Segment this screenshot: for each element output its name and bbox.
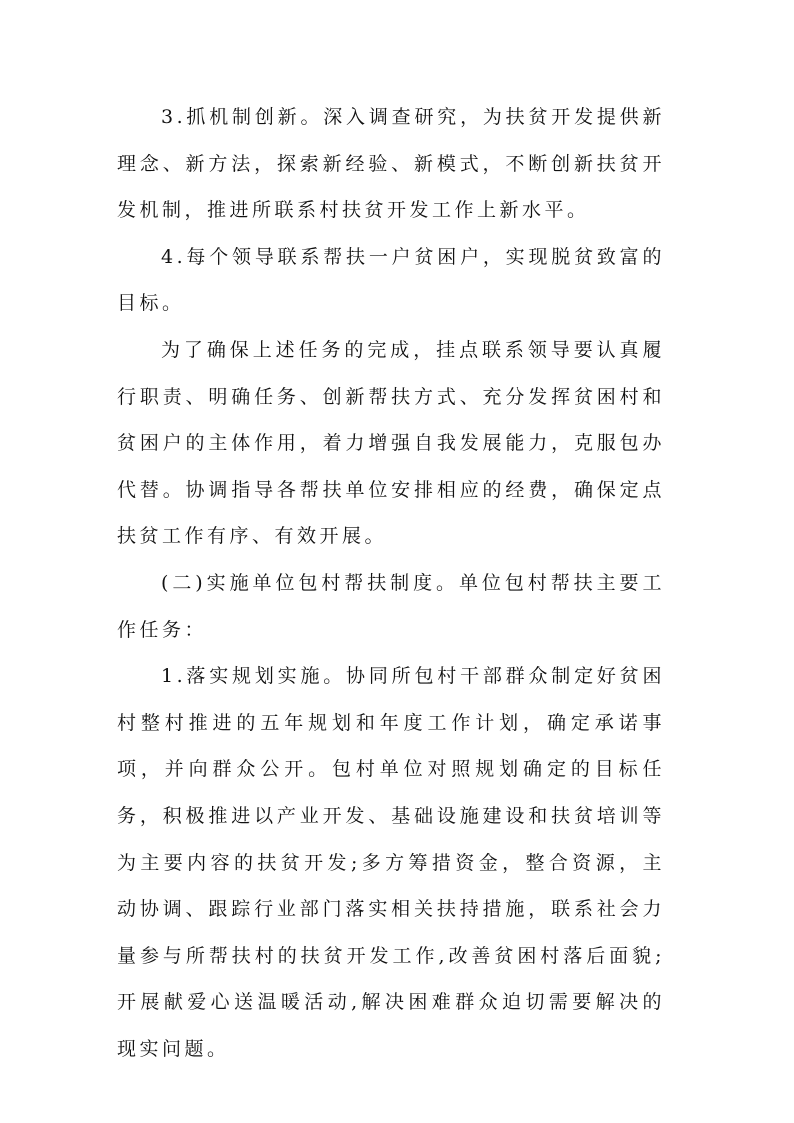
paragraph-ensure-tasks: 为了确保上述任务的完成，挂点联系领导要认真履行职责、明确任务、创新帮扶方式、充分发挥贫困村和贫困户的主体作用，着力增强自我发展能力，克服包办代替。协调指导各帮扶单位安排相应的经费，确保定点扶贫工作有序、有效开展。 bbox=[117, 338, 665, 548]
paragraph-mechanism-innovation: 3.抓机制创新。深入调查研究，为扶贫开发提供新理念、新方法，探索新经验、新模式，不断创新扶贫开发机制，推进所联系村扶贫开发工作上新水平。 bbox=[117, 106, 665, 222]
paragraph-implement-plan: 1.落实规划实施。协同所包村干部群众制定好贫困村整村推进的五年规划和年度工作计划，确定承诺事项，并向群众公开。包村单位对照规划确定的目标任务，积极推进以产业开发、基础设施建设和扶贫培训等为主要内容的扶贫开发;多方筹措资金，整合资源，主动协调、跟踪行业部门落实相关扶持措施，联系社会力量参与所帮扶村的扶贫开发工作,改善贫困村落后面貌;开展献爱心送温暖活动,解决困难群众迫切需要解决的现实问题。 bbox=[117, 665, 665, 1060]
paragraph-leader-assistance: 4.每个领导联系帮扶一户贫困户，实现脱贫致富的目标。 bbox=[117, 245, 665, 315]
document-body bbox=[117, 94, 665, 1072]
paragraph-section-heading: (二)实施单位包村帮扶制度。单位包村帮扶主要工作任务： bbox=[117, 571, 665, 641]
